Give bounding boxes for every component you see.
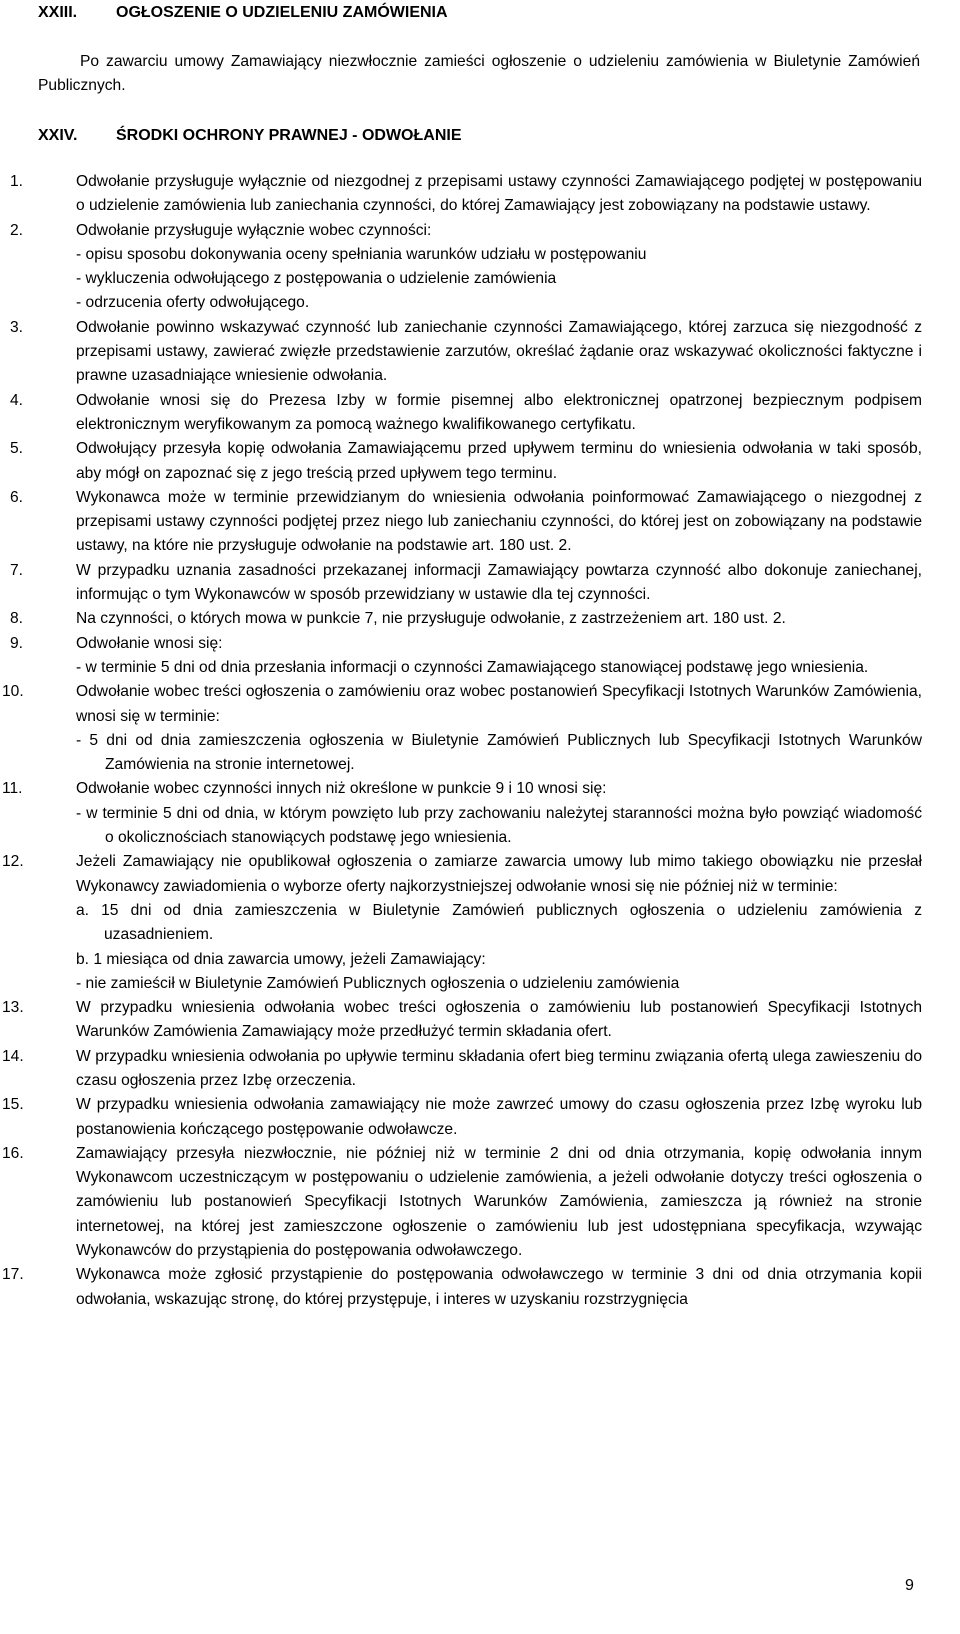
item-text: Jeżeli Zamawiający nie opublikował ogłoszenia o zamiarze zawarcia umowy lub mimo takiego obowiązku nie przesłał Wykonawcy zawiadomienia o wyborze oferty najkorzystniejszej odwołanie wnosi się nie później niż w terminie:: [76, 853, 922, 895]
list-item: [0, 559, 922, 608]
list-item: [0, 680, 922, 777]
list-item: [0, 777, 922, 850]
list-item: [0, 486, 922, 559]
section-number: XXIV.: [38, 127, 78, 144]
paragraph-text: Po zawarciu umowy Zamawiający niezwłocznie zamieści ogłoszenie o udzieleniu zamówienia w Biuletynie Zamówień Publicznych.: [38, 53, 920, 94]
item-number: 1.: [10, 173, 24, 190]
list-item: [0, 437, 922, 486]
item-text: Wykonawca może w terminie przewidzianym do wniesienia odwołania poinformować Zamawiającego o niezgodnej z przepisami ustawy czynności podjętej przez niego lub zaniechaniu czynności, do której jest on zobowiązany na podstawie ustawy, na które nie przysługuje odwołanie na podstawie art. 180 ust. 2.: [76, 488, 922, 555]
list-item: [0, 1045, 922, 1094]
item-number: 15.: [2, 1096, 24, 1114]
item-number: 4.: [10, 391, 24, 409]
section-title: ŚRODKI OCHRONY PRAWNEJ - ODWOŁANIE: [116, 127, 462, 144]
list-item: [0, 607, 922, 631]
item-text: Odwołanie przysługuje wyłącznie wobec czynności:: [76, 221, 432, 239]
list-item: [0, 1263, 922, 1312]
item-text: Odwołanie wnosi się:: [76, 634, 223, 652]
item-text: Odwołujący przesyła kopię odwołania Zamawiającemu przed upływem terminu do wniesienia odwołania w taki sposób, aby mógł on zapoznać się z jego treścią przed upływem tego terminu.: [76, 440, 922, 482]
list-item: [0, 389, 922, 438]
item-number: 10.: [2, 683, 24, 701]
item-number: 9.: [10, 634, 24, 652]
item-number: 3.: [10, 318, 24, 336]
item-number: 11.: [2, 780, 23, 798]
item-text: Odwołanie wobec czynności innych niż określone w punkcie 9 i 10 wnosi się:: [76, 780, 607, 798]
item-number: 16.: [2, 1144, 24, 1162]
list-item: [0, 850, 922, 996]
page-number: 9: [905, 1577, 914, 1594]
sub-item: a. 15 dni od dnia zamieszczenia w Biuletynie Zamówień publicznych ogłoszenia o udzieleniu zamówienia z uzasadnieniem.: [76, 901, 922, 944]
section-title: OGŁOSZENIE O UDZIELENIU ZAMÓWIENIA: [116, 4, 448, 21]
section-heading-xxiv: [38, 127, 462, 145]
item-text: Na czynności, o których mowa w punkcie 7, nie przysługuje odwołanie, z zastrzeżeniem art. 180 ust. 2.: [76, 610, 786, 628]
sub-item: b. 1 miesiąca od dnia zawarcia umowy, jeżeli Zamawiający:: [76, 950, 486, 968]
item-text: W przypadku uznania zasadności przekazanej informacji Zamawiający powtarza czynność albo dokonuje zaniechanej, informując o tym Wykonawców w sposób przewidziany w ustawie dla tej czynności.: [76, 561, 922, 604]
item-text: Odwołanie wobec treści ogłoszenia o zamówieniu oraz wobec postanowień Specyfikacji Istotnych Warunków Zamówienia, wnosi się w terminie:: [76, 683, 922, 725]
list-item: [0, 219, 922, 316]
item-number: 5.: [10, 440, 24, 458]
list-item: [0, 1142, 922, 1263]
list-item: [0, 632, 922, 681]
section-xxiii-paragraph: [38, 50, 920, 98]
list-item: [0, 996, 922, 1045]
section-heading-xxiii: [38, 4, 448, 22]
sub-item: - nie zamieścił w Biuletynie Zamówień Publicznych ogłoszenia o udzieleniu zamówienia: [76, 974, 680, 992]
item-number: 17.: [2, 1266, 24, 1284]
item-number: 14.: [2, 1047, 24, 1065]
item-number: 7.: [10, 561, 24, 579]
sub-item: - w terminie 5 dni od dnia, w którym powzięto lub przy zachowaniu należytej staranności można było powziąć wiadomość o okolicznościach stanowiących podstawę jego wniesienia.: [76, 804, 922, 847]
item-text: Wykonawca może zgłosić przystąpienie do postępowania odwoławczego w terminie 3 dni od dnia otrzymania kopii odwołania, wskazując stronę, do której przystępuje, i interes w uzyskaniu rozstrzygnięcia: [76, 1266, 922, 1308]
sub-item: - odrzucenia oferty odwołującego.: [76, 294, 310, 312]
sub-item: - w terminie 5 dni od dnia przesłania informacji o czynności Zamawiającego stanowiącej podstawę jego wniesienia.: [76, 658, 869, 676]
item-text: Zamawiający przesyła niezwłocznie, nie później niż w terminie 2 dni od dnia otrzymania, kopię odwołania innym Wykonawcom uczestniczącym w postępowaniu o udzielenie zamówienia, a jeżeli odwołanie dotyczy treści ogłoszenia o zamówieniu lub postanowień Specyfikacji Istotnych Warunków Zamówienia, zamieszcza ją również na stronie internetowej, na której jest zamieszczone ogłoszenie o zamówieniu lub jest udostępniana specyfikacja, wzywając Wykonawców do przystąpienia do postępowania odwoławczego.: [76, 1144, 922, 1260]
list-item: [0, 1093, 922, 1142]
item-number: 8.: [10, 610, 24, 628]
item-number: 13.: [2, 999, 24, 1017]
item-text: Odwołanie przysługuje wyłącznie od niezgodnej z przepisami ustawy czynności Zamawiającego podjętej w postępowaniu o udzielenie zamówienia lub zaniechania czynności, do której Zamawiający jest zobowiązany na podstawie ustawy.: [76, 173, 922, 215]
sub-item: - 5 dni od dnia zamieszczenia ogłoszenia w Biuletynie Zamówień Publicznych lub Specyfikacji Istotnych Warunków Zamówienia na stronie internetowej.: [76, 731, 922, 774]
item-number: 2.: [10, 221, 24, 239]
item-number: 12.: [2, 853, 24, 871]
list-item: [0, 170, 922, 219]
item-text: Odwołanie powinno wskazywać czynność lub zaniechanie czynności Zamawiającego, której zarzuca się niezgodność z przepisami ustawy, zawierać zwięzłe przedstawienie zarzutów, określać żądanie oraz wskazywać okoliczności faktyczne i prawne uzasadniające wniesienie odwołania.: [76, 318, 922, 385]
sub-item: - wykluczenia odwołującego z postępowania o udzielenie zamówienia: [76, 270, 557, 288]
section-number: XXIII.: [38, 4, 78, 21]
item-text: Odwołanie wnosi się do Prezesa Izby w formie pisemnej albo elektronicznej opatrzonej bezpiecznym podpisem elektronicznym weryfikowanym za pomocą ważnego kwalifikowanego certyfikatu.: [76, 391, 922, 433]
item-text: W przypadku wniesienia odwołania zamawiający nie może zawrzeć umowy do czasu ogłoszenia przez Izbę wyroku lub postanowienia kończącego postępowanie odwoławcze.: [76, 1096, 922, 1138]
sub-item: - opisu sposobu dokonywania oceny spełniania warunków udziału w postępowaniu: [76, 245, 647, 263]
item-text: W przypadku wniesienia odwołania wobec treści ogłoszenia o zamówieniu lub postanowień Specyfikacji Istotnych Warunków Zamówienia Zamawiający może przedłużyć termin składania ofert.: [76, 999, 922, 1041]
list-item: [0, 316, 922, 389]
appeal-rules-list: [0, 170, 960, 1312]
item-text: W przypadku wniesienia odwołania po upływie terminu składania ofert bieg terminu związania ofertą ulega zawieszeniu do czasu ogłoszenia przez Izbę orzeczenia.: [76, 1047, 922, 1089]
item-number: 6.: [10, 488, 24, 506]
